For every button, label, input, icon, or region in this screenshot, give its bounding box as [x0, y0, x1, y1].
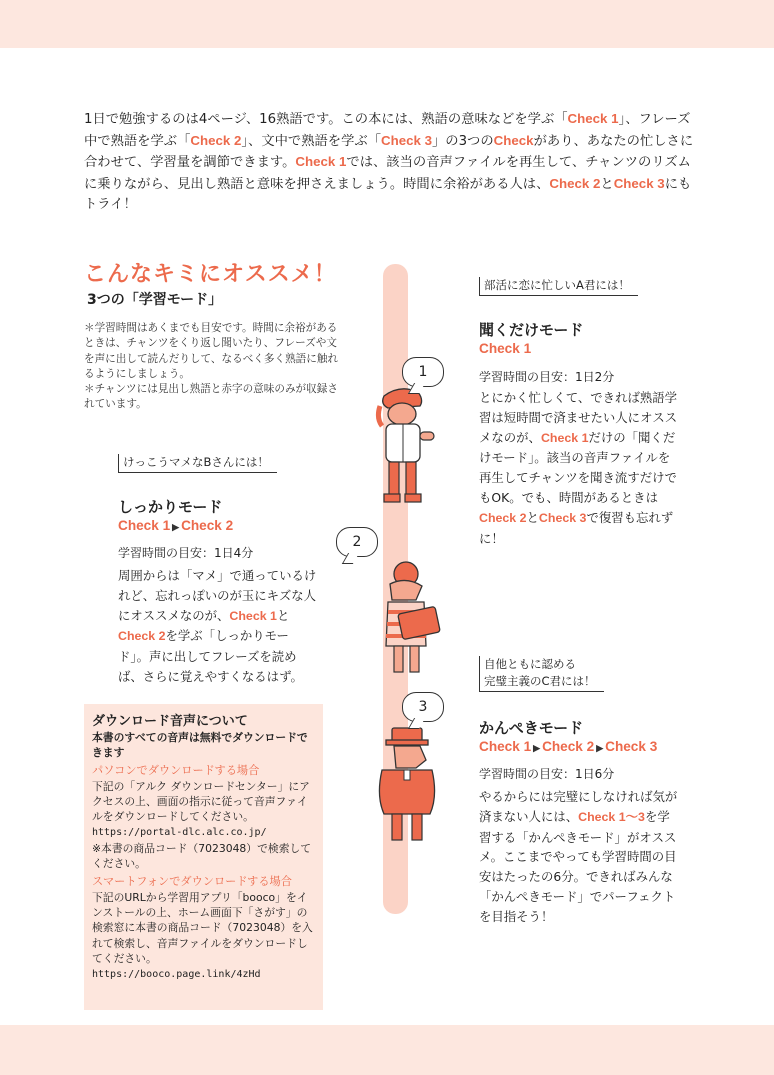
download-info-box [84, 704, 323, 1010]
check-label: Check 2 [181, 518, 234, 533]
mode-2-number-bubble [336, 527, 378, 557]
sp-download-text [92, 890, 315, 983]
desc-text: と [526, 509, 539, 525]
pc-download-heading: パソコンでダウンロードする場合 [92, 764, 260, 777]
arrow-right-icon: ▶ [533, 743, 541, 753]
section-subheading: 3つの「学習モード」 [87, 292, 223, 308]
note-line: ＊チャンツには見出し熟語と赤字の意味のみが収録されています。 [84, 383, 338, 411]
intro-check-1: Check 1 [295, 154, 347, 170]
tag-line: 完璧主義のC君には！ [484, 674, 596, 688]
desc-check: Check 2 [118, 629, 166, 644]
mode-1-time: 学習時間の目安：1日2分 [479, 370, 615, 384]
mode-1-description [479, 388, 679, 548]
mode-number: 3 [418, 699, 428, 715]
mode-1-title: 聞くだけモード [479, 321, 584, 339]
intro-text: 」、文中で熟語を学ぶ「 [241, 133, 381, 149]
desc-text: 周囲からは「マメ」で通っているけれど、忘れっぽいのが玉にキズな人にオススメなのが、 [118, 568, 317, 623]
character-a-illustration [362, 382, 444, 504]
intro-text: 1日で勉強するのは4ページ、16熟語です。この本には、熟語の意味などを学ぶ「 [84, 112, 568, 127]
check-label: Check 3 [605, 739, 658, 754]
mode-2-checks [118, 518, 233, 533]
intro-check-3: Check 3 [613, 175, 665, 191]
arrow-right-icon: ▶ [596, 743, 604, 753]
desc-check: Check 1～3 [578, 809, 645, 824]
mode-3-description [479, 787, 679, 927]
sp-text: 下記のURLから学習用アプリ「booco」をインストールの上、ホーム画面下「さがす」の検索窓に本書の商品コード（7023048）を入れて検索し、音声ファイルをダウンロードしてください。 [92, 890, 313, 965]
top-band [0, 0, 774, 48]
mode-3-checks [479, 739, 657, 754]
check-label: Check 1 [118, 518, 171, 533]
mode-2-description [118, 566, 318, 687]
desc-text: を学習する「かんぺきモード」がオススメ。ここまでやっても学習時間の目安はたったの6分。できればみんな「かんぺきモード」でパーフェクトを目指そう！ [479, 808, 677, 924]
intro-check-2: Check 2 [549, 175, 601, 191]
mode-number: 2 [352, 534, 362, 550]
mode-3-title: かんぺきモード [479, 719, 584, 737]
intro-text: と [600, 176, 614, 192]
sp-download-url[interactable]: https://booco.page.link/4zHd [92, 969, 261, 981]
desc-check: Check 1 [540, 430, 589, 445]
character-c-illustration [366, 726, 450, 848]
intro-check: Check [493, 132, 534, 148]
note-block [84, 321, 344, 413]
intro-text: では、該当の音声ファイルを再生して、チャンツのリズムに乗りながら、見出し熟語と意味を押さえましょう。時間に余裕がある人は、 [84, 155, 691, 192]
mode-3-number-bubble [402, 692, 444, 722]
tag-line: 自他ともに認める [484, 657, 576, 671]
desc-text: とにかく忙しくて、できれば熟語学習は短時間で済ませたい人にオススメなのが、 [479, 390, 678, 445]
mode-1-number-bubble [402, 357, 444, 387]
desc-text: だけの「聞くだけモード」。該当の音声ファイルを再生してチャンツを聞き流すだけでもOK。でも、時間があるときは [479, 429, 677, 505]
pc-note: ※本書の商品コード（7023048）で検索してください。 [92, 841, 312, 870]
mode-3-time: 学習時間の目安：1日6分 [479, 767, 615, 781]
mode-number: 1 [418, 364, 428, 380]
desc-check: Check 2 [479, 510, 527, 525]
intro-text: があり、あなたの忙しさに合わせて、学習量を調節できます。 [84, 133, 694, 171]
intro-text: 」の3つの [432, 133, 494, 149]
desc-text: で復習も忘れずに！ [479, 509, 674, 546]
mode-1-checks [479, 341, 531, 356]
desc-check: Check 3 [538, 510, 587, 525]
intro-text: にもトライ！ [84, 176, 692, 213]
desc-text: と [276, 607, 290, 623]
mode-2-time: 学習時間の目安：1日4分 [118, 546, 254, 560]
check-label: Check 1 [479, 341, 532, 356]
desc-check: Check 1 [229, 608, 277, 623]
check-label: Check 2 [542, 739, 595, 754]
note-line: ＊学習時間はあくまでも目安です。時間に余裕があるときは、チャンツをくり返し聞いたり、フレーズや文を声に出して読んだりして、なるべく多く熟語に触れるようにしましょう。 [84, 322, 339, 380]
pc-text: 下記の「アルク ダウンロードセンター」にアクセスの上、画面の指示に従って音声ファイルをダウンロードしてください。 [92, 779, 310, 824]
intro-check-3: Check 3 [381, 132, 432, 148]
check-label: Check 1 [479, 739, 532, 754]
intro-text: 」、フレーズ中で熟語を学ぶ「 [84, 112, 691, 149]
arrow-right-icon: ▶ [172, 522, 180, 532]
mode-1-target-tag: 部活に恋に忙しいA君には！ [479, 277, 638, 296]
desc-text: やるからには完璧にしなければ気が済まない人には、 [479, 789, 678, 824]
pc-download-url[interactable]: https://portal-dlc.alc.co.jp/ [92, 827, 267, 839]
intro-check-2: Check 2 [190, 132, 242, 148]
intro-paragraph [84, 109, 696, 216]
pc-download-text [92, 779, 315, 872]
mode-2-target-tag: けっこうマメなBさんには！ [118, 454, 277, 473]
mode-2-title: しっかりモード [118, 498, 223, 516]
intro-check-1: Check 1 [567, 111, 619, 126]
desc-text: を学ぶ「しっかりモード」。声に出してフレーズを読めば、さらに覚えやすくなるはず。 [118, 628, 303, 684]
character-b-illustration [366, 556, 450, 678]
bottom-band [0, 1025, 774, 1075]
download-title: ダウンロード音声について [92, 714, 248, 729]
sp-download-heading: スマートフォンでダウンロードする場合 [92, 875, 292, 889]
mode-3-target-tag [479, 656, 604, 692]
download-subtitle: 本書のすべての音声は無料でダウンロードできます [92, 731, 308, 759]
section-heading: こんなキミにオススメ！ [84, 262, 337, 287]
